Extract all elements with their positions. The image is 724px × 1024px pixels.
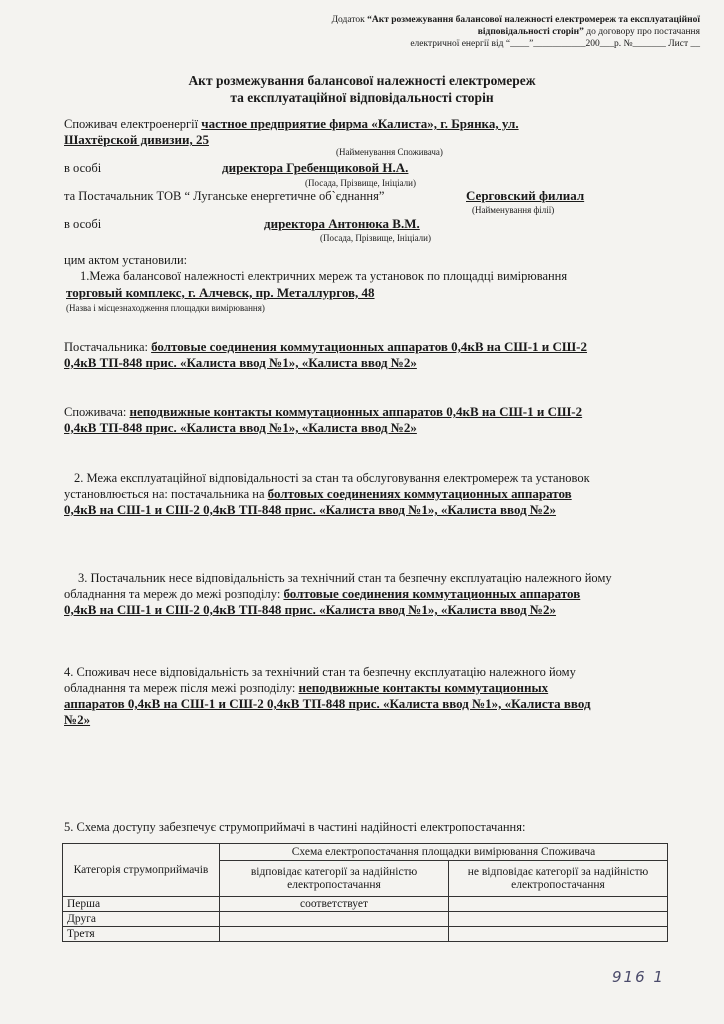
item1-text: 1.Межа балансової належності електричних мереж та установок по площадці вимірювання bbox=[80, 269, 568, 283]
table-cell-matches bbox=[220, 912, 449, 927]
item1-caption: (Назва і місцезнаходження площадки вимірювання) bbox=[66, 303, 265, 313]
table-header-category: Категорія струмоприймачів bbox=[63, 844, 220, 897]
consumer-person-caption: (Посада, Прізвище, Ініціали) bbox=[305, 178, 416, 188]
table-cell-matches: соответствует bbox=[220, 897, 449, 912]
consumer-name: частное предприятие фирма «Калиста», г. Брянка, ул. bbox=[201, 116, 519, 131]
act-intro: цим актом установили: bbox=[64, 253, 188, 267]
supplier-person-value: директора Антонюка В.М. bbox=[264, 216, 420, 231]
table-header-group: Схема електропостачання площадки вимірювання Споживача bbox=[220, 844, 668, 861]
consumer-person-label: в особі bbox=[64, 161, 102, 175]
header-bold-title: “Акт розмежування балансової належності електромереж та експлуатаційної відповідальності сторін” bbox=[367, 15, 700, 37]
table-cell-matches bbox=[220, 927, 449, 942]
table-cell-category: Третя bbox=[63, 927, 220, 942]
table-cell-category: Перша bbox=[63, 897, 220, 912]
table-row bbox=[63, 927, 668, 942]
header-contract-line: електричної енергії від “____”___________200___р. №_______ Лист __ bbox=[410, 39, 700, 49]
table-row bbox=[63, 912, 668, 927]
document-header-note: Додаток “Акт розмежування балансової належності електромереж та експлуатаційної відповідальності сторін” до договору про постачання електричної енергії від “____”___________200___р. №_______ Лист __ bbox=[331, 15, 700, 49]
supplier-person-caption: (Посада, Прізвище, Ініціали) bbox=[320, 233, 431, 243]
table-header-matches: відповідає категорії за надійністю електропостачання bbox=[220, 861, 449, 897]
item5-text: 5. Схема доступу забезпечує струмоприймачі в частині надійності електропостачання: bbox=[64, 820, 526, 834]
reliability-table bbox=[62, 843, 668, 942]
table-cell-not-matches bbox=[449, 897, 668, 912]
item3-paragraph: 3. Постачальник несе відповідальність за технічний стан та безпечну експлуатацію належного йому обладнання та мереж до межі розподілу: болтовые соединения коммутационных аппаратов 0,4кВ на СШ-1 и СШ-2 0,4кВ ТП-848 прис. «Калиста ввод №1», «Калиста ввод №2» bbox=[64, 571, 612, 617]
consumer-boundary: Споживача: неподвижные контакты коммутационных аппаратов 0,4кВ на СШ-1 и СШ-2 0,4кВ ТП-848 прис. «Калиста ввод №1», «Калиста ввод №2» bbox=[64, 404, 583, 435]
document-title: Акт розмежування балансової належності електромереж та експлуатаційної відповідальності сторін bbox=[188, 73, 536, 105]
supplier-branch: Серговский филиал bbox=[466, 188, 585, 203]
supplier-branch-caption: (Найменування філії) bbox=[472, 205, 555, 215]
item4-paragraph: 4. Споживач несе відповідальність за технічний стан та безпечну експлуатацію належного йому обладнання та мереж після межі розподілу: неподвижные контакты коммутационных аппаратов 0,4кВ на СШ-1 и СШ-2 0,4кВ ТП-848 прис. «Калиста ввод №1», «Калиста ввод №2» bbox=[64, 665, 591, 727]
item1-location: торговый комплекс, г. Алчевск, пр. Металлургов, 48 bbox=[66, 285, 375, 300]
supplier-boundary: Постачальника: болтовые соединения коммутационных аппаратов 0,4кВ на СШ-1 и СШ-2 0,4кВ ТП-848 прис. «Калиста ввод №1», «Калиста ввод №2» bbox=[64, 339, 588, 370]
item2-paragraph: 2. Межа експлуатаційної відповідальності за стан та обслуговування електромереж та установок установлюється на: постачальника на болтовых соединениях коммутационных аппаратов 0,4кВ на СШ-1 и СШ-2 0,4кВ ТП-848 прис. «Калиста ввод №1», «Калиста ввод №2» bbox=[64, 471, 590, 517]
consumer-person-value: директора Гребенщиковой Н.А. bbox=[222, 160, 409, 175]
consumer-caption: (Найменування Споживача) bbox=[336, 147, 443, 157]
table-header-not-matches: не відповідає категорії за надійністю електропостачання bbox=[449, 861, 668, 897]
handwritten-page-number: 916 1 bbox=[612, 968, 665, 986]
supplier-label: та Постачальник ТОВ “ Луганське енергетичне об`єднання” bbox=[64, 189, 385, 203]
supplier-person-label: в особі bbox=[64, 217, 102, 231]
table-row bbox=[63, 897, 668, 912]
table-cell-not-matches bbox=[449, 912, 668, 927]
table-cell-not-matches bbox=[449, 927, 668, 942]
table-cell-category: Друга bbox=[63, 912, 220, 927]
consumer-address: Шахтёрской дивизии, 25 bbox=[64, 132, 209, 147]
consumer-block: Споживач електроенергії частное предприятие фирма «Калиста», г. Брянка, ул. Шахтёрской дивизии, 25 bbox=[64, 116, 519, 147]
